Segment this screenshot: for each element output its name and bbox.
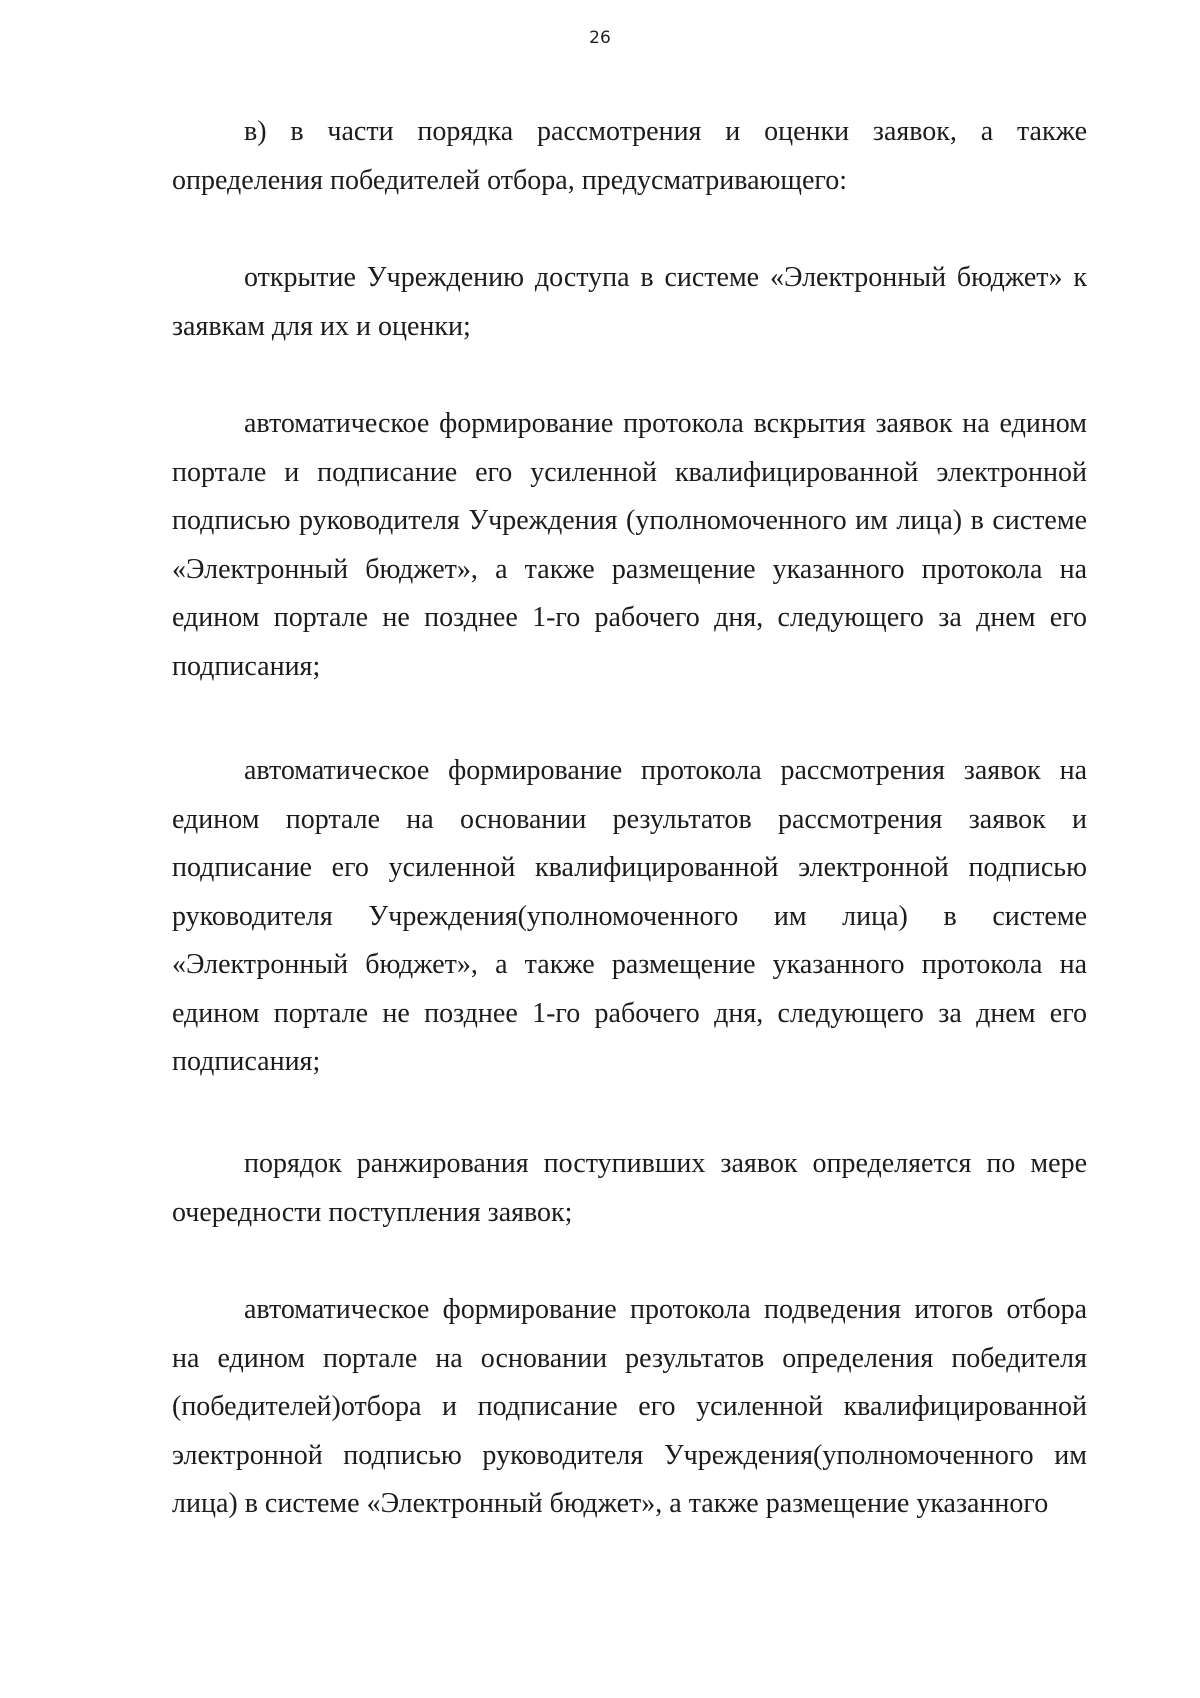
paragraph-results-protocol: автоматическое формирование протокола подведения итогов отбора на едином портале на основании результатов определения победителя (победителей)отбора и подписание его усиленной квалифицированной электронной подписью руководителя Учреждения(уполномоченного им лица) в системе «Электронный бюджет», а также размещение указанного (172, 1294, 1087, 1519)
paragraph-review-procedure: в) в части порядка рассмотрения и оценки заявок, а также определения победителей отбора, предусматривающего: (172, 116, 1087, 196)
paragraph-opening-protocol: автоматическое формирование протокола вскрытия заявок на едином портале и подписание его усиленной квалифицированной электронной подписью руководителя Учреждения (уполномоченного им лица) в системе «Электронный бюджет», а также размещение указанного протокола на едином портале не позднее 1-го рабочего дня, следующего за днем его подписания; (172, 408, 1087, 682)
paragraph-ranking-order: порядок ранжирования поступивших заявок определяется по мере очередности поступления заявок; (172, 1148, 1087, 1228)
paragraph-review-protocol: автоматическое формирование протокола рассмотрения заявок на едином портале на основании результатов рассмотрения заявок и подписание его усиленной квалифицированной электронной подписью руководителя Учреждения(уполномоченного им лица) в системе «Электронный бюджет», а также размещение указанного протокола на едином портале не позднее 1-го рабочего дня, следующего за днем его подписания; (172, 755, 1087, 1077)
page-number: 26 (589, 28, 611, 48)
paragraph-access-opening: открытие Учреждению доступа в системе «Электронный бюджет» к заявкам для их и оценки; (172, 262, 1087, 342)
